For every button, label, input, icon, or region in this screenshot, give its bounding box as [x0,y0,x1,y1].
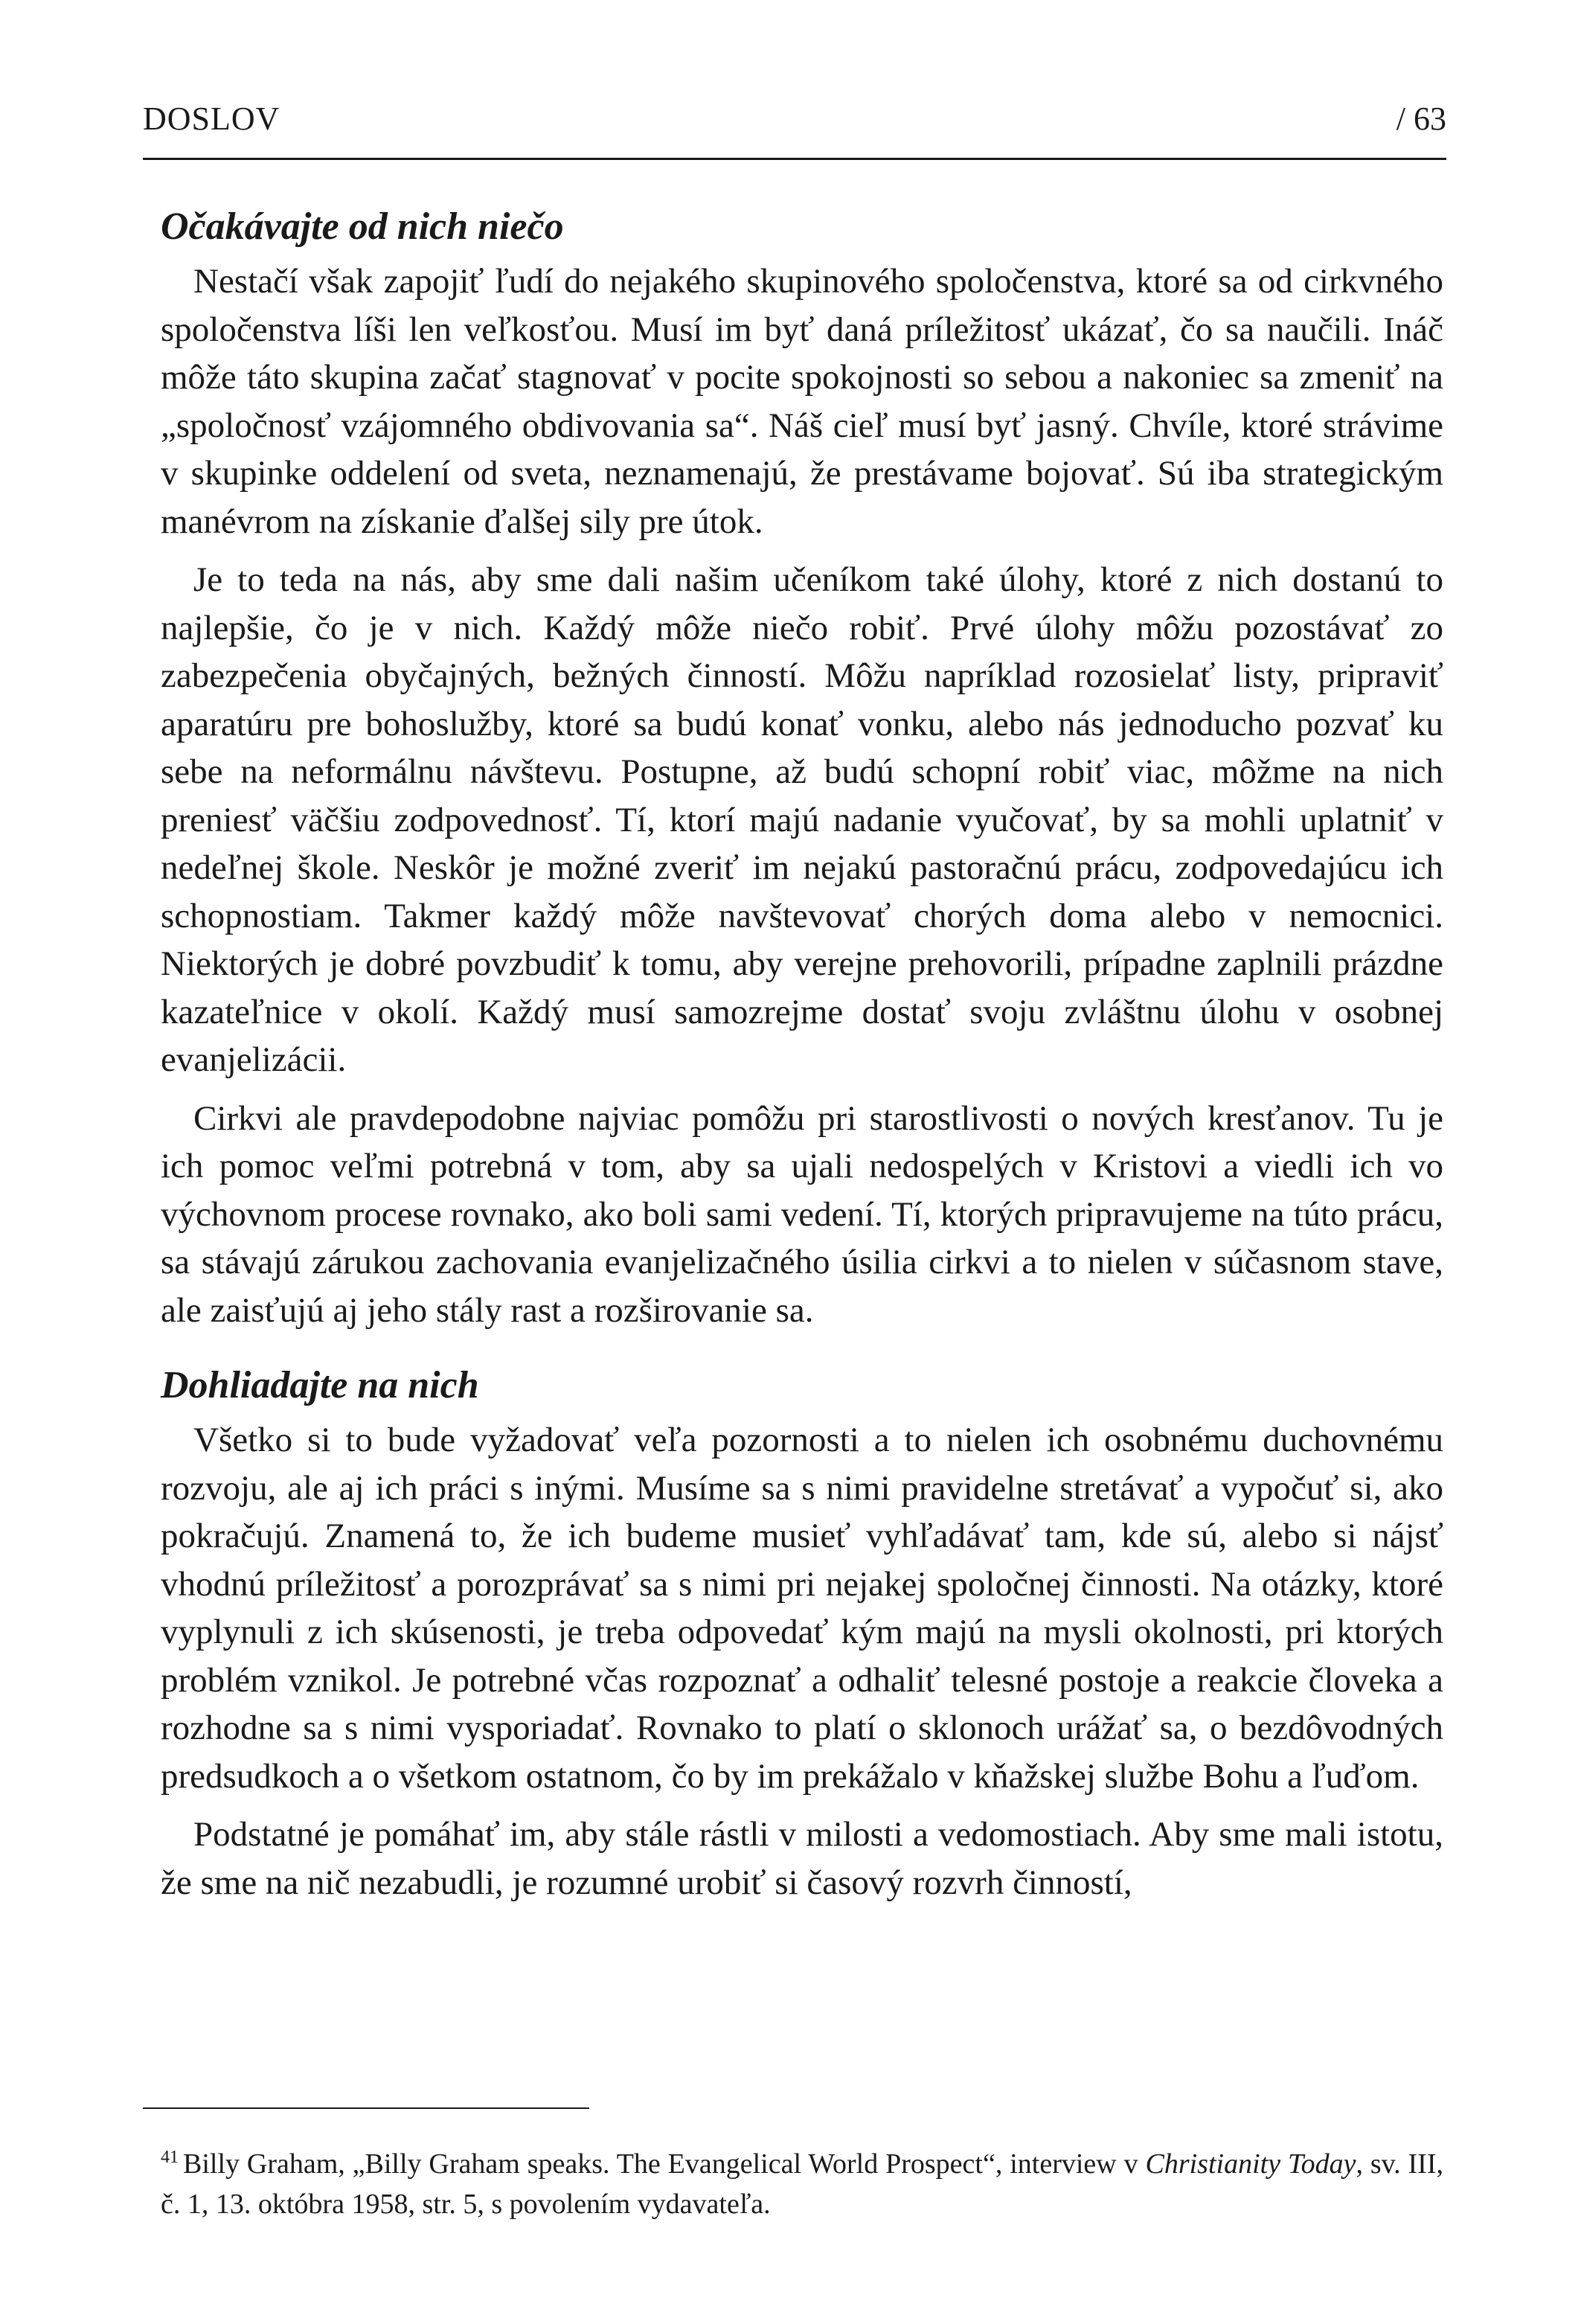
paragraph: Nestačí však zapojiť ľudí do nejakého skupinového spoločenstva, ktoré sa od cirkvného spoločenstva líši len veľkosťou. Musí im byť daná príležitosť ukázať, čo sa naučili. Ináč môže táto skupina začať stagnovať v pocite spokojnosti so sebou a nakoniec sa zmeniť na „spoločnosť vzájomného obdivovania sa“. Náš cieľ musí byť jasný. Chvíle, ktoré strávime v skupinke oddelení od sveta, neznamenajú, že prestávame bojovať. Sú iba strategickým manévrom na získanie ďalšej sily pre útok. [161,262,1443,541]
section-heading-oversee: Dohliadajte na nich [161,1364,479,1406]
footnote [161,2137,1443,2224]
footnote-text-end: , sv. III, č. 1, 13. októbra 1958, str. 5, s povolením vydavateľa. [161,2148,1443,2220]
section-heading-expect: Očakávajte od nich niečo [161,205,564,248]
page-body [161,201,1443,1917]
footnote-text: Billy Graham, „Billy Graham speaks. The Evangelical World Prospect“, interview v [183,2148,1146,2180]
page-number: / 63 [1396,100,1446,137]
paragraph: Podstatné je pomáhať im, aby stále rástli v milosti a vedomostiach. Aby sme mali istotu, že sme na nič nezabudli, je rozumné urobiť si časový rozvrh činností, [161,1815,1443,1902]
paragraph: Je to teda na nás, aby sme dali našim učeníkom také úlohy, ktoré z nich dostanú to najlepšie, čo je v nich. Každý môže niečo robiť. Prvé úlohy môžu pozostávať zo zabezpečenia obyčajných, bežných činností. Môžu napríklad rozosielať listy, pripraviť aparatúru pre bohoslužby, ktoré sa budú konať vonku, alebo nás jednoducho pozvať ku sebe na neformálnu návštevu. Postupne, až budú schopní robiť viac, môžme na nich preniesť väčšiu zodpovednosť. Tí, ktorí majú nadanie vyučovať, by sa mohli uplatniť v nedeľnej škole. Neskôr je možné zveriť im nejakú pastoračnú prácu, zodpovedajúcu ich schopnostiam. Takmer každý môže navštevovať chorých doma alebo v nemocnici. Niektorých je dobré povzbudiť k tomu, aby verejne prehovorili, prípadne zaplnili prázdne kazateľnice v okolí. Každý musí samozrejme dostať svoju zvláštnu úlohu v osobnej evanjelizácii. [161,560,1443,1079]
footnote-rule [143,2107,589,2109]
paragraph: Cirkvi ale pravdepodobne najviac pomôžu pri starostlivosti o nových kresťanov. Tu je ich pomoc veľmi potrebná v tom, aby sa ujali nedospelých v Kristovi a viedli ich vo výchovnom procese rovnako, ako boli sami vedení. Tí, ktorých pripravujeme na túto prácu, sa stávajú zárukou zachovania evanjelizačného úsilia cirkvi a to nielen v súčasnom stave, ale zaisťujú aj jeho stály rast a rozširovanie sa. [161,1098,1443,1330]
running-title: DOSLOV [143,100,280,137]
footnote-journal: Christianity Today [1145,2148,1356,2180]
paragraph: Všetko si to bude vyžadovať veľa pozornosti a to nielen ich osobnému duchovnému rozvoju, ale aj ich práci s inými. Musíme sa s nimi pravidelne stretávať a vypočuť si, ako pokračujú. Znamená to, že ich budeme musieť vyhľadávať tam, kde sú, alebo si nájsť vhodnú príležitosť a porozprávať sa s nimi pri nejakej spoločnej činnosti. Na otázky, ktoré vyplynuli z ich skúsenosti, je treba odpovedať kým majú na mysli okolnosti, pri ktorých problém vznikol. Je potrebné včas rozpoznať a odhaliť telesné postoje a reakcie človeka a rozhodne sa s nimi vysporiadať. Rovnako to platí o sklonoch urážať sa, o bezdôvodných predsudkoch a o všetkom ostatnom, čo by im prekážalo v kňažskej službe Bohu a ľuďom. [161,1421,1443,1796]
header-rule [143,158,1446,160]
footnote-number: 41 [161,2148,179,2167]
